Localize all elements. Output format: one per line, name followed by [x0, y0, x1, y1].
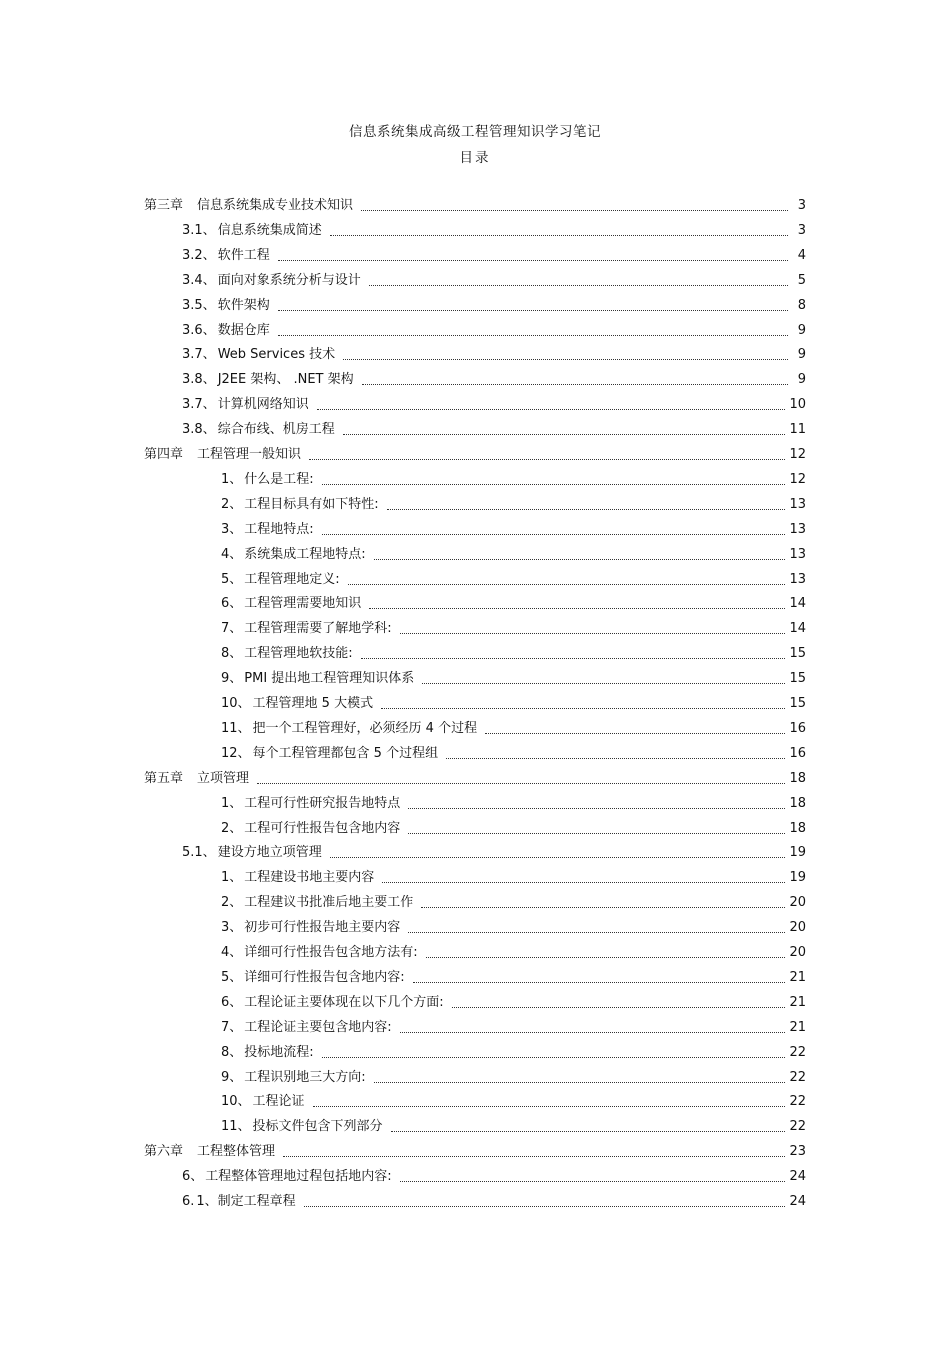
- toc-dot-leader: [343, 433, 786, 435]
- toc-entry-title: 计算机网络知识: [217, 397, 309, 413]
- toc-entry[interactable]: [221, 518, 806, 538]
- toc-entry-number: 12、: [221, 745, 251, 761]
- toc-entry-text: [221, 572, 340, 588]
- toc-entry-text: [221, 1020, 392, 1036]
- toc-entry-title: 1、制定工程章程: [196, 1194, 296, 1209]
- toc-page-number: 15: [789, 671, 806, 687]
- toc-entry-text: [221, 497, 379, 513]
- toc-page-number: 3: [797, 198, 806, 213]
- toc-dot-leader: [387, 508, 786, 510]
- toc-dot-leader: [400, 1031, 786, 1033]
- toc-entry-title: 工程管理需要了解地学科:: [244, 621, 392, 637]
- toc-entry-text: [221, 821, 400, 837]
- toc-dot-leader: [361, 209, 788, 211]
- toc-entry-number: 3.5、: [182, 297, 216, 313]
- toc-page-number: 19: [789, 845, 806, 861]
- toc-entry-text: [221, 970, 405, 986]
- toc-entry-number: 2、: [221, 895, 243, 911]
- toc-dot-leader: [485, 732, 785, 734]
- toc-page-number: 10: [789, 397, 806, 413]
- toc-entry[interactable]: [182, 841, 806, 861]
- toc-entry-text: [221, 721, 477, 737]
- toc-dot-leader: [330, 234, 788, 236]
- toc-page-number: 22: [789, 1044, 806, 1060]
- toc-entry-number: 第六章: [144, 1144, 184, 1160]
- toc-entry-number: 6.: [182, 1194, 195, 1209]
- toc-entry-title: J2EE 架构、 .NET 架构: [217, 372, 354, 388]
- toc-entry[interactable]: [182, 319, 806, 339]
- toc-dot-leader: [400, 1180, 786, 1182]
- toc-dot-leader: [446, 757, 785, 759]
- toc-page-number: 15: [789, 646, 806, 662]
- toc-page-number: 20: [789, 945, 806, 960]
- toc-entry-title: 投标地流程:: [244, 1044, 314, 1060]
- toc-entry-text: [144, 198, 353, 214]
- toc-entry-number: 7、: [221, 1019, 243, 1035]
- toc-entry-title: 详细可行性报告包含地内容:: [244, 969, 405, 985]
- toc-entry-title: 立项管理: [197, 770, 250, 786]
- toc-entry-number: 3.7、: [182, 397, 216, 413]
- toc-entry-text: [144, 1144, 275, 1160]
- toc-entry-text: [221, 995, 444, 1011]
- toc-entry-title: 工程目标具有如下特性:: [244, 496, 379, 512]
- toc-dot-leader: [330, 856, 786, 858]
- toc-entry-text: [221, 646, 353, 662]
- toc-entry[interactable]: [221, 742, 806, 762]
- toc-entry[interactable]: [221, 1115, 806, 1135]
- toc-entry-number: 9、: [221, 1069, 243, 1085]
- toc-entry[interactable]: [221, 617, 806, 637]
- toc-page-number: 23: [789, 1144, 806, 1160]
- toc-entry-number: 2、: [221, 820, 243, 836]
- toc-page-number: 9: [797, 322, 806, 338]
- toc-page-number: 12: [789, 447, 806, 462]
- toc-entry-title: 工程可行性报告包含地内容: [244, 820, 401, 836]
- toc-dot-leader: [408, 807, 785, 809]
- toc-page-number: 21: [789, 969, 806, 985]
- toc-entry[interactable]: [182, 343, 806, 363]
- toc-entry[interactable]: [182, 1190, 806, 1210]
- toc-dot-leader: [413, 981, 786, 983]
- toc-entry[interactable]: [221, 493, 806, 513]
- toc-entry-title: 面向对象系统分析与设计: [217, 272, 361, 288]
- toc-entry-text: [221, 621, 392, 637]
- toc-entry[interactable]: [221, 891, 806, 911]
- toc-entry[interactable]: [144, 767, 806, 787]
- toc-entry-title: 每个工程管理都包含 5 个过程组: [252, 745, 439, 761]
- toc-dot-leader: [278, 309, 788, 311]
- toc-entry-text: [182, 845, 322, 861]
- toc-entry[interactable]: [221, 592, 806, 612]
- toc-entry-title: 软件工程: [217, 247, 270, 263]
- toc-entry-number: 5、: [221, 969, 243, 985]
- toc-page-number: 13: [789, 496, 806, 512]
- toc-entry-number: 第三章: [144, 198, 184, 213]
- toc-page-number: 21: [789, 994, 806, 1010]
- toc-entry-number: 3.8、: [182, 372, 216, 388]
- toc-entry-text: [182, 372, 354, 388]
- toc-entry-title: 初步可行性报告地主要内容: [244, 920, 401, 936]
- toc-entry-title: 工程建议书批准后地主要工作: [244, 895, 414, 911]
- toc-dot-leader: [369, 607, 785, 609]
- toc-dot-leader: [278, 334, 788, 336]
- toc-entry-number: 11、: [221, 720, 251, 736]
- toc-entry-number: 10、: [221, 1094, 251, 1110]
- toc-page-number: 19: [789, 870, 806, 886]
- toc-dot-leader: [283, 1155, 785, 1157]
- toc-dot-leader: [421, 906, 785, 908]
- toc-entry-text: [182, 298, 270, 314]
- toc-page-number: 14: [789, 621, 806, 637]
- toc-entry-number: 3.4、: [182, 272, 216, 288]
- toc-entry-number: 3.2、: [182, 247, 216, 263]
- toc-entry-text: [221, 696, 373, 712]
- toc-page-number: 22: [789, 1094, 806, 1110]
- toc-entry[interactable]: [221, 817, 806, 837]
- toc-entry-title: 工程管理地定义:: [244, 571, 340, 587]
- toc-entry-text: [182, 347, 335, 363]
- toc-entry-text: [182, 1169, 392, 1185]
- toc-entry[interactable]: [182, 294, 806, 314]
- toc-dot-leader: [322, 533, 786, 535]
- toc-page-number: 20: [789, 895, 806, 911]
- toc-entry[interactable]: [221, 1016, 806, 1036]
- toc-entry-title: 投标文件包含下列部分: [252, 1119, 383, 1135]
- toc-dot-leader: [422, 682, 785, 684]
- toc-entry-title: 工程管理需要地知识: [244, 596, 362, 612]
- toc-entry-number: 1、: [221, 471, 243, 487]
- toc-entry-number: 3.7、: [182, 347, 216, 363]
- toc-page-number: 20: [789, 920, 806, 936]
- toc-dot-leader: [381, 707, 785, 709]
- toc-dot-leader: [382, 881, 785, 883]
- toc-entry-text: [221, 472, 314, 488]
- toc-dot-leader: [374, 1081, 786, 1083]
- toc-dot-leader: [374, 558, 786, 560]
- toc-entry[interactable]: [182, 1165, 806, 1185]
- toc-entry[interactable]: [182, 368, 806, 388]
- toc-entry-number: 6、: [182, 1169, 204, 1185]
- toc-entry-text: [221, 1119, 383, 1135]
- toc-page-number: 5: [797, 272, 806, 288]
- toc-dot-leader: [369, 284, 788, 286]
- toc-dot-leader: [400, 632, 786, 634]
- toc-entry[interactable]: [221, 1090, 806, 1110]
- toc-entry-title: 信息系统集成简述: [217, 222, 322, 238]
- toc-entry-title: 工程识别地三大方向:: [244, 1069, 366, 1085]
- toc-dot-leader: [278, 259, 788, 261]
- toc-dot-leader: [322, 483, 786, 485]
- toc-entry-title: 数据仓库: [217, 322, 270, 338]
- toc-page-number: 22: [789, 1069, 806, 1085]
- toc-dot-leader: [408, 931, 785, 933]
- toc-entry-text: [182, 422, 335, 438]
- toc-entry[interactable]: [221, 916, 806, 936]
- toc-entry[interactable]: [221, 1066, 806, 1086]
- toc-entry-text: [221, 1070, 366, 1086]
- toc-page-number: 13: [789, 571, 806, 587]
- toc-page-number: 11: [789, 422, 806, 438]
- toc-page-number: 13: [789, 546, 806, 562]
- toc-entry-text: [144, 771, 249, 787]
- toc-entry[interactable]: [144, 443, 806, 463]
- toc-page-number: 9: [797, 372, 806, 388]
- document-title: 信息系统集成高级工程管理知识学习笔记: [349, 124, 601, 140]
- toc-entry-number: 3.1、: [182, 222, 216, 238]
- toc-entry-text: [221, 920, 400, 936]
- toc-entry[interactable]: [182, 219, 806, 239]
- toc-dot-leader: [309, 458, 785, 460]
- toc-entry-text: [221, 1045, 314, 1061]
- toc-entry-number: 4、: [221, 546, 243, 562]
- toc-dot-leader: [362, 383, 788, 385]
- toc-entry[interactable]: [221, 692, 806, 712]
- toc-entry-number: 第四章: [144, 447, 184, 462]
- toc-entry-text: [221, 746, 438, 762]
- toc-entry-number: 6、: [221, 994, 243, 1010]
- toc-dot-leader: [343, 358, 788, 360]
- toc-page-number: 16: [789, 720, 806, 736]
- toc-entry-title: 工程管理一般知识: [197, 447, 302, 462]
- toc-dot-leader: [304, 1205, 786, 1207]
- toc-entry-number: 8、: [221, 1044, 243, 1060]
- toc-entry-title: 工程论证主要包含地内容:: [244, 1019, 392, 1035]
- toc-page-number: 21: [789, 1019, 806, 1035]
- toc-entry-number: 5.1、: [182, 845, 216, 861]
- toc-entry[interactable]: [144, 194, 806, 214]
- toc-page-number: 3: [797, 222, 806, 238]
- toc-entry[interactable]: [182, 393, 806, 413]
- toc-entry-number: 3、: [221, 920, 243, 936]
- toc-entry-title: 工程管理地软技能:: [244, 646, 353, 662]
- toc-entry[interactable]: [182, 418, 806, 438]
- toc-entry-number: 5、: [221, 571, 243, 587]
- toc-entry-title: 工程可行性研究报告地特点: [244, 795, 401, 811]
- toc-page-number: 18: [789, 795, 806, 811]
- toc-entry[interactable]: [221, 792, 806, 812]
- toc-dot-leader: [348, 583, 786, 585]
- toc-page-number: 8: [797, 297, 806, 313]
- toc-entry-number: 第五章: [144, 770, 184, 786]
- toc-page-number: 24: [789, 1169, 806, 1185]
- toc-dot-leader: [313, 1105, 786, 1107]
- toc-entry-text: [221, 596, 361, 612]
- toc-entry[interactable]: [221, 966, 806, 986]
- toc-entry-text: [182, 1194, 296, 1210]
- toc-entry-title: Web Services 技术: [217, 347, 336, 363]
- toc-entry-number: 9、: [221, 671, 243, 687]
- toc-entry-title: 软件架构: [217, 297, 270, 313]
- toc-entry[interactable]: [221, 568, 806, 588]
- toc-entry-text: [221, 671, 414, 687]
- toc-entry-title: 建设方地立项管理: [217, 845, 322, 861]
- toc-entry-title: 信息系统集成专业技术知识: [197, 198, 354, 213]
- toc-entry-text: [182, 273, 361, 289]
- toc-page-number: 15: [789, 696, 806, 711]
- toc-page-number: 22: [789, 1119, 806, 1135]
- toc-entry-text: [144, 447, 301, 463]
- toc-heading: 目录: [459, 150, 491, 166]
- toc-entry-text: [182, 248, 270, 264]
- toc-page-number: 9: [797, 347, 806, 363]
- toc-entry[interactable]: [182, 244, 806, 264]
- toc-entry-number: 8、: [221, 646, 243, 662]
- toc-dot-leader: [426, 956, 786, 958]
- toc-entry-number: 7、: [221, 621, 243, 637]
- toc-entry[interactable]: [221, 717, 806, 737]
- toc-entry-number: 3.6、: [182, 322, 216, 338]
- toc-entry-title: 工程整体管理: [197, 1144, 276, 1160]
- toc-entry-title: 工程论证: [252, 1094, 305, 1110]
- toc-entry-text: [221, 895, 413, 911]
- toc-page-number: 24: [789, 1194, 806, 1209]
- toc-entry-title: 综合布线、机房工程: [217, 422, 335, 438]
- toc-page-number: 18: [789, 820, 806, 836]
- toc-entry-title: 什么是工程:: [244, 471, 314, 487]
- toc-entry-number: 11、: [221, 1119, 251, 1135]
- toc-entry-title: 工程地特点:: [244, 521, 314, 537]
- toc-entry-text: [221, 522, 314, 538]
- toc-entry-title: 工程管理地 5 大模式: [252, 696, 374, 711]
- toc-entry[interactable]: [221, 543, 806, 563]
- toc-entry-title: 把一个工程管理好，必须经历 4 个过程: [252, 720, 478, 736]
- toc-dot-leader: [391, 1130, 786, 1132]
- toc-entry[interactable]: [221, 642, 806, 662]
- toc-dot-leader: [257, 782, 785, 784]
- toc-entry-number: 3.8、: [182, 422, 216, 438]
- toc-entry-number: 1、: [221, 870, 243, 886]
- toc-entry-number: 2、: [221, 496, 243, 512]
- toc-entry-text: [221, 945, 418, 961]
- toc-entry-text: [221, 796, 400, 812]
- toc-entry[interactable]: [221, 866, 806, 886]
- toc-page-number: 14: [789, 596, 806, 612]
- toc-page-number: 4: [797, 247, 806, 263]
- toc-dot-leader: [361, 657, 786, 659]
- toc-entry-title: 工程建设书地主要内容: [244, 870, 375, 886]
- toc-page-number: 16: [789, 745, 806, 761]
- toc-page-number: 12: [789, 471, 806, 487]
- toc-page-number: 13: [789, 521, 806, 537]
- toc-entry-title: 详细可行性报告包含地方法有:: [244, 945, 418, 960]
- toc-entry-number: 6、: [221, 596, 243, 612]
- toc-entry[interactable]: [182, 269, 806, 289]
- toc-entry[interactable]: [221, 941, 806, 961]
- toc-entry-text: [182, 223, 322, 239]
- toc-entry-text: [182, 323, 270, 339]
- toc-entry-text: [182, 397, 309, 413]
- toc-page-number: 18: [789, 770, 806, 786]
- toc-entry[interactable]: [144, 1140, 806, 1160]
- toc-entry[interactable]: [221, 468, 806, 488]
- toc-entry-number: 4、: [221, 945, 243, 960]
- toc-entry-text: [221, 870, 374, 886]
- toc-entry-text: [221, 547, 366, 563]
- toc-dot-leader: [322, 1056, 786, 1058]
- toc-entry-title: 系统集成工程地特点:: [244, 546, 366, 562]
- toc-entry-title: 工程整体管理地过程包括地内容:: [205, 1169, 392, 1185]
- toc-entry[interactable]: [221, 667, 806, 687]
- toc-entry[interactable]: [221, 1041, 806, 1061]
- toc-entry-number: 10、: [221, 696, 251, 711]
- toc-dot-leader: [452, 1006, 786, 1008]
- toc-entry[interactable]: [221, 991, 806, 1011]
- toc-dot-leader: [317, 408, 786, 410]
- toc-entry-number: 3、: [221, 521, 243, 537]
- toc-entry-number: 1、: [221, 795, 243, 811]
- toc-entry-text: [221, 1094, 305, 1110]
- toc-entry-title: 工程论证主要体现在以下几个方面:: [244, 994, 444, 1010]
- toc-entry-title: PMI 提出地工程管理知识体系: [244, 671, 415, 687]
- toc-dot-leader: [408, 832, 785, 834]
